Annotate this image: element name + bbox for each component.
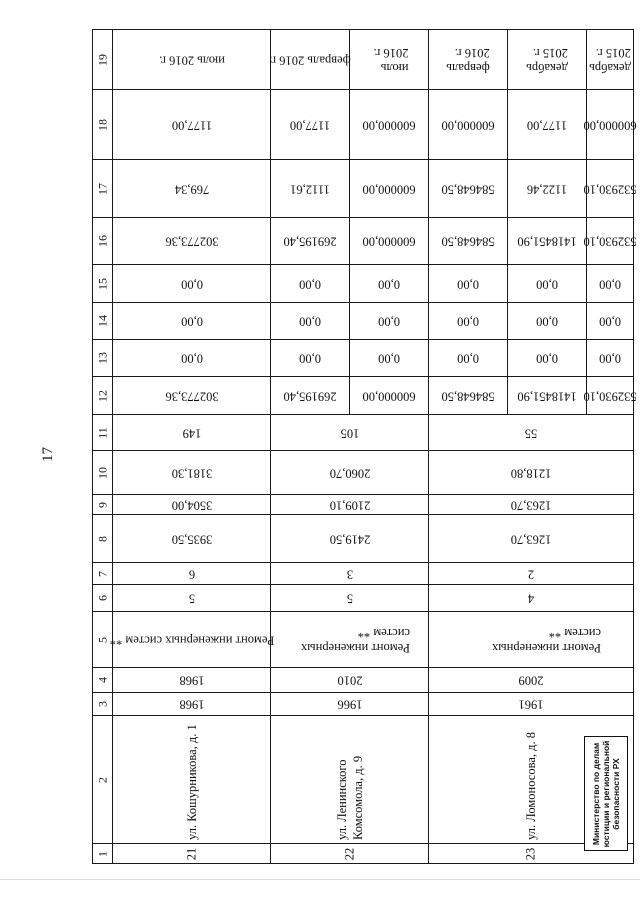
cell-r21-c9: 3504,00 [113,495,271,515]
cell-r23-num: 23 [429,844,634,864]
cell-r22-c7: 3 [271,563,429,585]
cell-r23-c9: 1263,70 [429,495,634,515]
cell-r21-c5: Ремонт инженерных систем ** [113,612,271,668]
cell-r22-c3: 1966 [271,693,429,716]
cell-r23-c19: февраль 2016 г. декабрь 2015 г. [429,30,587,90]
cell-r23-address: ул. Ломоносова, д. 8 [429,716,634,844]
col-num-12: 12 [93,377,113,415]
cell-r22-c15: 0,00 0,00 [271,265,429,303]
cell-r22-c13: 0,00 0,00 [271,340,429,377]
cell-r21-c3: 1968 [113,693,271,716]
cell-r23-c16b: 532930,10 [587,218,634,265]
scan-edge-line [0,879,640,880]
cell-r22-num: 22 [271,844,429,864]
col-num-8: 8 [93,515,113,563]
cell-r22-c8: 2419,50 [271,515,429,563]
cell-r21-c19: июль 2016 г. [113,30,271,90]
cell-r22-c9: 2109,10 [271,495,429,515]
cell-r22-c17: 1112,61 600000,00 [271,160,429,218]
cell-r21-c17: 769,34 [113,160,271,218]
cell-r21-num: 21 [113,844,271,864]
cell-r23-c18b: 600000,00 [587,90,634,160]
col-num-7: 7 [93,563,113,585]
page-number: 17 [40,447,56,462]
cell-r21-c14: 0,00 [113,303,271,340]
cell-r21-c13: 0,00 [113,340,271,377]
col-num-14: 14 [93,303,113,340]
col-num-19: 19 [93,30,113,90]
cell-r21-c12: 302773,36 [113,377,271,415]
cell-r23-c10: 1218,80 [429,451,634,495]
cell-r22-c16: 269195,40 600000,00 [271,218,429,265]
cell-r23-c8: 1263,70 [429,515,634,563]
cell-r22-c6: 5 [271,585,429,612]
col-num-11: 11 [93,415,113,451]
col-num-6: 6 [93,585,113,612]
cell-r21-c8: 3935,50 [113,515,271,563]
col-num-3: 3 [93,693,113,716]
cell-r23-c15: 0,00 0,00 [429,265,587,303]
cell-r22-c12: 269195,40 600000,00 [271,377,429,415]
cell-r21-c7: 6 [113,563,271,585]
col-num-5: 5 [93,612,113,668]
col-num-15: 15 [93,265,113,303]
stamp-col-spacer: декабрь 2015 г. [587,30,634,90]
cell-r22-c19: февраль 2016 г. июль 2016 г. [271,30,429,90]
cell-r23-c12b: 532930,10 [587,377,634,415]
cell-r23-c13b: 0,00 [587,340,634,377]
cell-r22-c10: 2060,70 [271,451,429,495]
cell-r21-c6: 5 [113,585,271,612]
col-num-2: 2 [93,716,113,844]
col-num-13: 13 [93,340,113,377]
cell-r22-c11: 105 [271,415,429,451]
col-num-4: 4 [93,668,113,693]
cell-r21-c16: 302773,36 [113,218,271,265]
cell-r22-c5: Ремонт инженерных систем ** [271,612,429,668]
cell-r23-c3: 1961 [429,693,634,716]
col-num-10: 10 [93,451,113,495]
cell-r23-c16: 584648,50 1418451,90 [429,218,587,265]
stamp-text: Министерство по делам юстиции и региональной безопасности РХ [591,740,621,847]
cell-r23-c14b: 0,00 [587,303,634,340]
col-num-16: 16 [93,218,113,265]
cell-r23-c13: 0,00 0,00 [429,340,587,377]
cell-r23-c6: 4 [429,585,634,612]
data-table [92,29,637,860]
cell-r21-address: ул. Кошурникова, д. 1 [113,716,271,844]
col-num-18: 18 [93,90,113,160]
cell-r23-c17b: 532930,10 [587,160,634,218]
cell-r21-c10: 3181,30 [113,451,271,495]
cell-r22-c18: 1177,00 600000,00 [271,90,429,160]
cell-r23-c15b: 0,00 [587,265,634,303]
cell-r23-c17: 584648,50 1122,46 [429,160,587,218]
cell-r23-c12: 584648,50 1418451,90 [429,377,587,415]
cell-r23-c4: 2009 [429,668,634,693]
col-num-9: 9 [93,495,113,515]
cell-r22-c14: 0,00 0,00 [271,303,429,340]
cell-r23-c14: 0,00 0,00 [429,303,587,340]
cell-r23-c5: Ремонт инженерных систем ** [429,612,634,668]
cell-r21-c11: 149 [113,415,271,451]
cell-r23-c11: 55 [429,415,634,451]
cell-r23-c18: 600000,00 1177,00 [429,90,587,160]
cell-r22-c4: 2010 [271,668,429,693]
cell-r21-c15: 0,00 [113,265,271,303]
col-num-1: 1 [93,844,113,864]
cell-r21-c18: 1177,00 [113,90,271,160]
cell-r22-address: ул. Ленинского Комсомола, д. 9 [271,716,429,844]
col-num-17: 17 [93,160,113,218]
cell-r21-c4: 1968 [113,668,271,693]
ministry-stamp [584,736,628,851]
cell-r23-c7: 2 [429,563,634,585]
